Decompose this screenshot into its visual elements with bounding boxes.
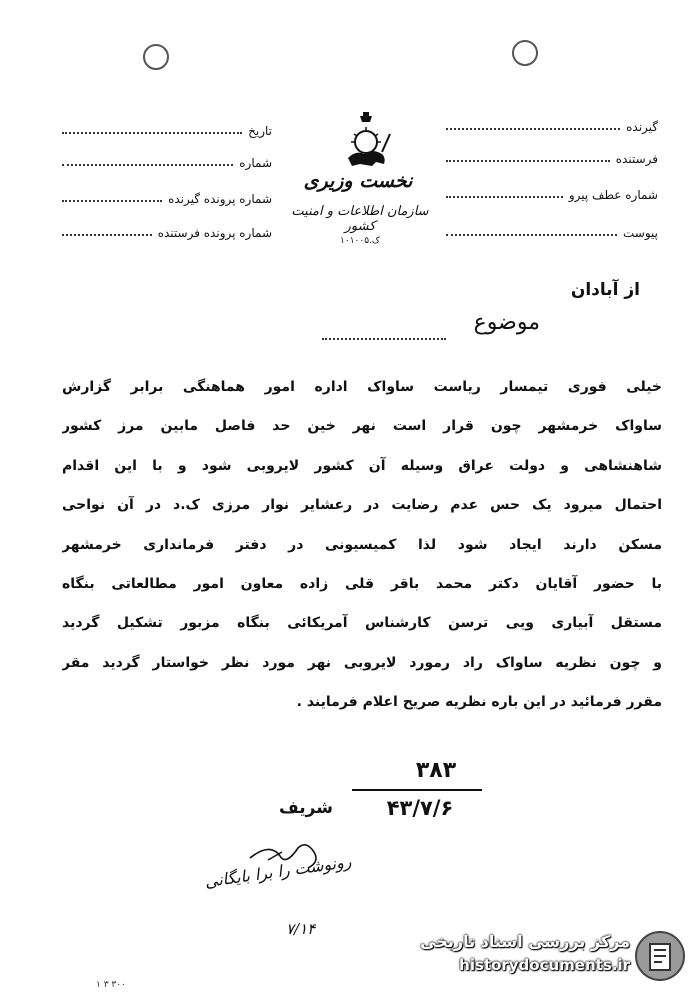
field-label: گیرنده [626,120,658,134]
watermark-url: historydocuments.ir [459,956,630,974]
dotted-line [62,199,162,202]
body-line: مستقل آبیاری ویی ترسن کارشناس آمریکائی بنگاه مزبور تشکیل گردید [62,615,662,632]
body-line: مسکن دارند ایجاد شود لذا کمیسیونی در دفتر فرمانداری خرمشهر [62,536,662,553]
field-label: شماره عطف پیرو [568,188,658,202]
field-label: شماره پرونده گیرنده [168,192,272,206]
form-code: ک.۱۰۱۰۰۵ [340,236,380,246]
archive-logo-icon [634,930,686,982]
field-label: فرستنده [615,152,658,166]
subject-label: موضوع [473,310,540,335]
field-sender [446,146,658,166]
dotted-line [446,127,620,130]
signer-name: شریف [279,798,333,818]
body-line: شاهنشاهی و دولت عراق وسیله آن کشور لایروبی شود و با این اقدام [62,457,662,474]
handwritten-number: ۷/۱۴ [286,920,316,938]
body-line: مقرر فرمائید در این باره نظریه صریح اعلام فرمایند . [296,694,662,711]
body-line: خیلی فوری تیمسار ریاست ساواک اداره امور هماهنگی برابر گزارش [62,379,662,395]
handwritten-note: رونوشت را برا بایگانی [203,851,353,892]
field-label: تاریخ [248,124,272,138]
watermark-title: مرکز بررسی اسناد تاریخی [420,932,630,951]
letter-body [62,368,662,723]
ministry-title: نخست وزیری [303,170,413,192]
body-line: با حضور آقایان دکتر محمد باقر قلی زاده معاون امور مطالعاتی بنگاه [62,576,662,593]
dotted-line [446,195,563,198]
body-line: احتمال میرود یک حس عدم رضایت در رعشایر نوار مرزی ک.د در آن نواحی [62,497,662,514]
field-reference [446,182,658,202]
dotted-line [62,163,233,166]
punch-hole-right [512,40,538,66]
field-recipient [446,114,658,134]
punch-hole-left [143,44,169,70]
sender-location: از آبادان [570,280,640,300]
lion-and-sun-emblem-icon [338,112,394,170]
field-number [62,150,272,170]
field-label: شماره [239,156,272,170]
subject-line [322,338,446,340]
dotted-line [62,131,242,134]
letter-number: ۳۸۳ [415,758,457,783]
body-line: ساواک خرمشهر چون قرار است نهر خین حد فاصل مابین مرز کشور [62,418,662,435]
dotted-line [62,233,152,236]
field-recipient-file [62,186,272,206]
field-date [62,118,272,138]
bottom-marks: ۱ ۳ ۳۰۰ [96,980,126,990]
organization-name: سازمان اطلاعات و امنیت کشور [291,204,429,234]
field-sender-file [62,220,272,240]
letter-date: ۴۳/۷/۶ [386,796,454,820]
body-line: و چون نظریه ساواک راد رمورد لایروبی نهر مورد نظر خواستار گردید مقر [62,654,662,671]
archive-watermark [420,928,690,984]
field-label: شماره پرونده فرستنده [157,226,272,240]
field-label: پیوست [623,226,658,240]
number-divider [352,789,482,791]
dotted-line [446,159,610,162]
field-attachment [446,220,658,240]
dotted-line [446,233,617,236]
